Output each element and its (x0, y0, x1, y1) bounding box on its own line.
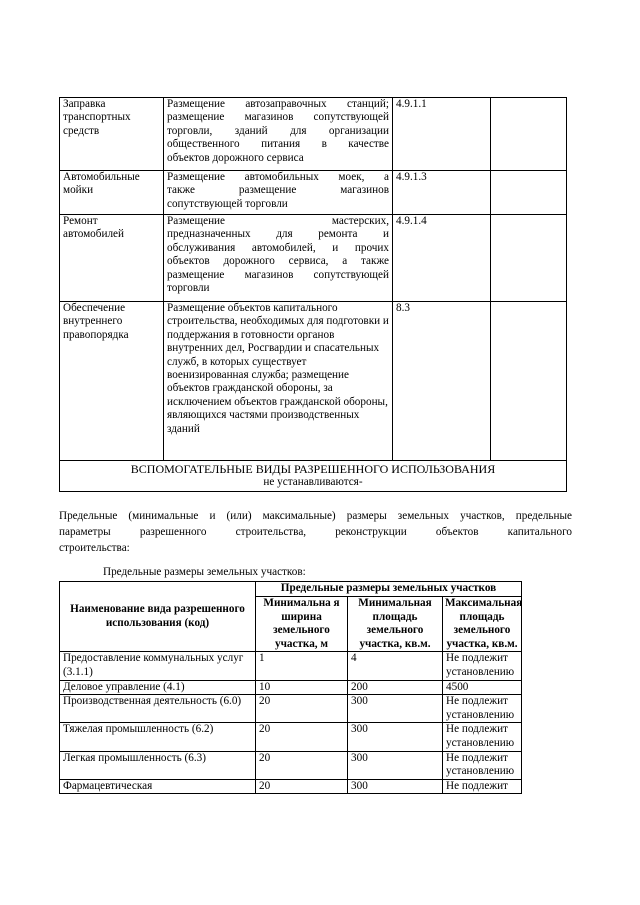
desc-line: размещение магазинов сопутствующей (167, 111, 389, 124)
desc-line: предназначенных для ремонта и (167, 228, 389, 241)
aux-uses-cell (60, 461, 567, 492)
desc-line: обслуживания автомобилей, и прочих (167, 241, 389, 254)
limits-paragraph (59, 508, 572, 556)
min-area: 300 (348, 779, 443, 794)
aux-uses-title: ВСПОМОГАТЕЛЬНЫЕ ВИДЫ РАЗРЕШЕННОГО ИСПОЛЬЗОВАНИЯ (130, 462, 496, 476)
min-area: 300 (348, 723, 443, 751)
desc-line: объектов дорожного сервиса (167, 151, 304, 164)
paragraph-line: Предельные (минимальные и (или) максимальные) размеры земельных участков, предельные (59, 510, 572, 522)
paragraph-line: строительства: (59, 542, 130, 554)
max-area: Не подлежит установлению (443, 695, 522, 723)
desc-line: Размещение автомобильных моек, а (167, 171, 389, 183)
max-area: Не подлежит установлению (443, 751, 522, 779)
table-row (60, 215, 567, 302)
table-row (60, 302, 567, 461)
aux-uses-value: не устанавливаются- (263, 476, 363, 488)
use-name: Ремонт автомобилей (60, 215, 164, 302)
max-area: Не подлежит установлению (443, 723, 522, 751)
group-header: Предельные размеры земельных участков (256, 582, 522, 597)
use-name: Заправка транспортных средств (60, 98, 164, 171)
use-description: Размещение объектов капитального строительства, необходимых для подготовки и поддержания в готовности органов внутренних дел, Росгвардии и спасательных служб, в которых существует военизированная служба; размещение объектов гражданской обороны, за исключением объектов гражданской обороны, являющихся частями производственных зданий (164, 302, 393, 461)
use-name: Легкая промышленность (6.3) (60, 751, 256, 779)
desc-line: также размещение магазинов (167, 184, 389, 197)
use-description (164, 215, 393, 302)
min-width: 20 (256, 779, 348, 794)
table-row (60, 695, 522, 723)
use-name: Фармацевтическая (60, 779, 256, 794)
use-description (164, 171, 393, 215)
use-name: Производственная деятельность (6.0) (60, 695, 256, 723)
max-area: Не подлежит установлению (443, 652, 522, 680)
use-name: Тяжелая промышленность (6.2) (60, 723, 256, 751)
header-row (60, 582, 522, 597)
min-area: 300 (348, 695, 443, 723)
desc-line: общественного питания в качестве (167, 138, 389, 151)
max-area: Не подлежит (443, 779, 522, 794)
empty-cell (491, 215, 567, 302)
desc-line: торговли, зданий для организации (167, 124, 389, 137)
col-width-header: Минимальна я ширина земельного участка, м (256, 597, 348, 652)
table-row (60, 98, 567, 171)
min-width: 20 (256, 751, 348, 779)
use-code: 4.9.1.3 (393, 171, 491, 215)
use-code: 4.9.1.4 (393, 215, 491, 302)
empty-cell (491, 98, 567, 171)
permitted-use-table (59, 97, 567, 492)
use-name: Обеспечение внутреннего правопорядка (60, 302, 164, 461)
min-area: 300 (348, 751, 443, 779)
table-row (60, 751, 522, 779)
table-row (60, 723, 522, 751)
table-row (60, 652, 522, 680)
max-area: 4500 (443, 680, 522, 695)
table-caption: Предельные размеры земельных участков: (103, 566, 306, 578)
desc-line: Размещение автозаправочных станций; (167, 98, 389, 110)
col-max-area-header: Максимальная площадь земельного участка, кв.м. (443, 597, 522, 652)
min-width: 20 (256, 723, 348, 751)
table-row (60, 680, 522, 695)
min-area: 4 (348, 652, 443, 680)
min-width: 1 (256, 652, 348, 680)
empty-cell (491, 171, 567, 215)
table-row (60, 779, 522, 794)
desc-line: размещение магазинов сопутствующей (167, 268, 389, 281)
paragraph-line: параметры разрешенного строительства, реконструкции объектов капитального (59, 526, 572, 538)
desc-line: сопутствующей торговли (167, 197, 288, 210)
use-name: Деловое управление (4.1) (60, 680, 256, 695)
col-name-header: Наименование вида разрешенного использования (код) (60, 582, 256, 652)
desc-line: объектов дорожного сервиса, а также (167, 255, 389, 268)
min-width: 20 (256, 695, 348, 723)
table-row (60, 171, 567, 215)
col-min-area-header: Минимальная площадь земельного участка, кв.м. (348, 597, 443, 652)
min-area: 200 (348, 680, 443, 695)
use-code: 8.3 (393, 302, 491, 461)
land-plot-limits-table (59, 581, 522, 794)
use-name: Автомобильные мойки (60, 171, 164, 215)
desc-line: Размещение мастерских, (167, 215, 389, 227)
use-description (164, 98, 393, 171)
aux-row (60, 461, 567, 492)
empty-cell (491, 302, 567, 461)
desc-line: торговли (167, 282, 210, 295)
use-name: Предоставление коммунальных услуг (3.1.1) (60, 652, 256, 680)
min-width: 10 (256, 680, 348, 695)
use-code: 4.9.1.1 (393, 98, 491, 171)
